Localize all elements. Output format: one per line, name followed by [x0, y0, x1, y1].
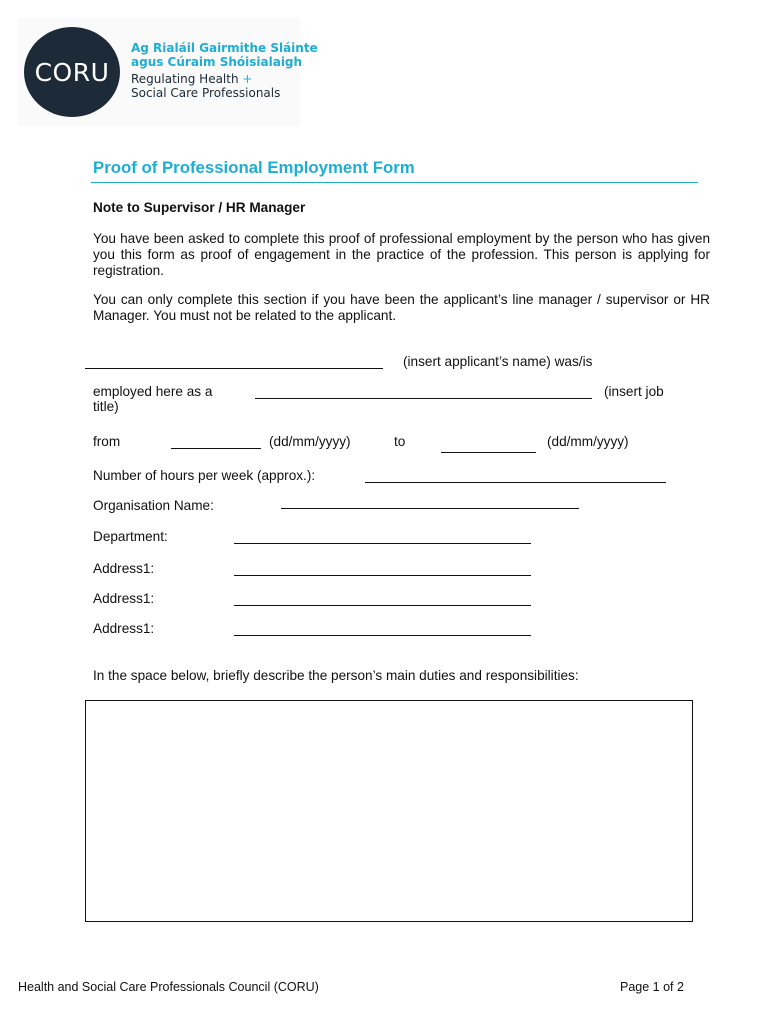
to-date-format: (dd/mm/yyyy) — [547, 434, 629, 449]
coru-logo — [24, 27, 120, 117]
instructions-paragraph-1: You have been asked to complete this proof of professional employment by the person who has given you this form as proof of engagement in the practice of the profession. This person is applying for registration. — [93, 231, 710, 278]
duties-textbox[interactable] — [85, 700, 693, 922]
form-title: Proof of Professional Employment Form — [93, 158, 415, 177]
plus-glyph: + — [242, 72, 253, 86]
org-name-irish-line1: Ag Rialáil Gairmithe Sláinte — [131, 41, 318, 55]
from-label: from — [93, 434, 121, 449]
organisation-label: Organisation Name: — [93, 498, 214, 513]
to-date-field[interactable] — [441, 452, 536, 453]
address3-field[interactable] — [234, 635, 531, 636]
from-date-format: (dd/mm/yyyy) — [269, 434, 351, 449]
applicant-name-label: (insert applicant’s name) was/is — [403, 354, 593, 369]
employed-label: employed here as a — [93, 384, 213, 399]
org-name-english-line1: Regulating Health + — [131, 72, 253, 86]
job-title-hint-continued: title) — [93, 399, 119, 414]
address2-field[interactable] — [234, 605, 531, 606]
address2-label: Address1: — [93, 591, 155, 606]
job-title-field[interactable] — [255, 398, 592, 399]
org-name-irish-line2: agus Cúraim Shóisialaigh — [131, 55, 303, 69]
footer-organisation: Health and Social Care Professionals Council (CORU) — [18, 980, 319, 994]
page-number: Page 1 of 2 — [620, 980, 684, 994]
instructions-paragraph-2: You can only complete this section if you have been the applicant’s line manager / supervisor or HR Manager. You must not be related to the applicant. — [93, 292, 710, 323]
job-title-hint: (insert job — [604, 384, 664, 399]
department-field[interactable] — [234, 543, 531, 544]
department-label: Department: — [93, 529, 168, 544]
applicant-name-field[interactable] — [85, 368, 383, 369]
duties-prompt: In the space below, briefly describe the person’s main duties and responsibilities: — [93, 668, 579, 683]
organisation-field[interactable] — [281, 508, 579, 509]
to-label: to — [394, 434, 406, 449]
logo-wordmark: CORU — [34, 57, 110, 87]
address1-label: Address1: — [93, 561, 155, 576]
address1-field[interactable] — [234, 575, 531, 576]
address3-label: Address1: — [93, 621, 155, 636]
hours-field[interactable] — [365, 482, 666, 483]
note-heading: Note to Supervisor / HR Manager — [93, 200, 306, 215]
title-underline — [91, 182, 698, 183]
org-name-english-line2: Social Care Professionals — [131, 86, 281, 100]
from-date-field[interactable] — [171, 448, 261, 449]
hours-label: Number of hours per week (approx.): — [93, 468, 316, 483]
